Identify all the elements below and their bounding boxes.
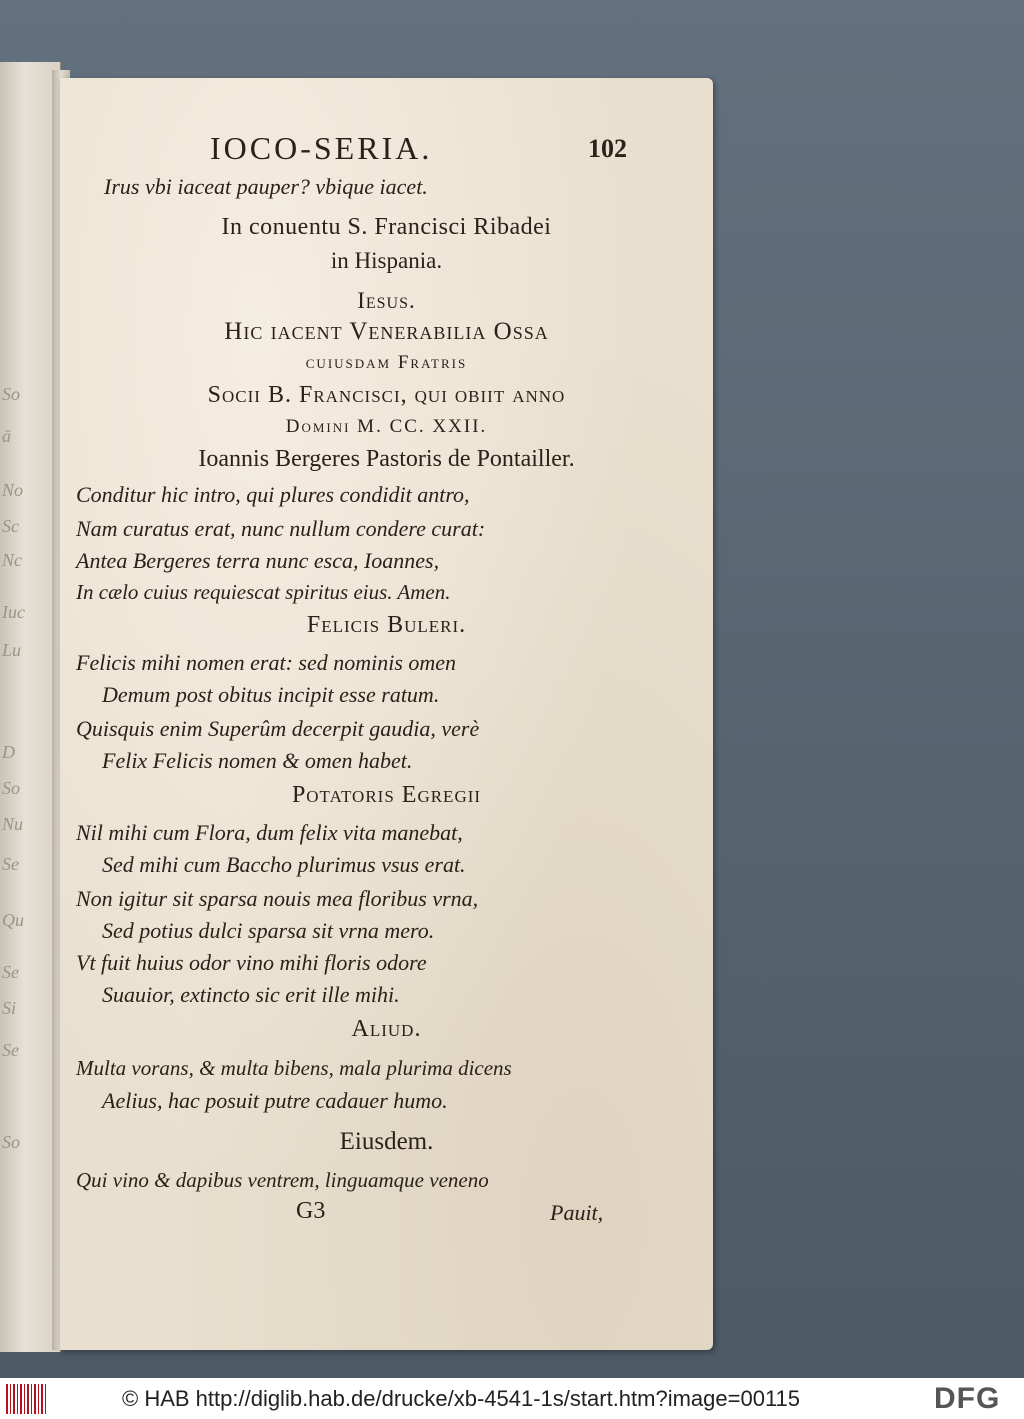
verse-line: Demum post obitus incipit esse ratum. bbox=[102, 682, 440, 707]
epitaph-line: Hic iacent Venerabilia Ossa bbox=[224, 318, 549, 345]
epitaph-heading: Eiusdem. bbox=[339, 1128, 434, 1155]
verse-line: Antea Bergeres terra nunc esca, Ioannes, bbox=[76, 548, 440, 573]
ghost-letters: Se bbox=[2, 854, 19, 874]
running-title: IOCO-SERIA. bbox=[210, 130, 433, 166]
epitaph-line: Domini M. CC. XXII. bbox=[285, 416, 488, 437]
credit-link[interactable]: © HAB http://diglib.hab.de/drucke/xb-4541-1s/start.htm?image=00115 bbox=[122, 1386, 801, 1411]
verse-line: Non igitur sit sparsa nouis mea floribus vrna, bbox=[76, 886, 479, 911]
heading-line: Ioannis Bergeres Pastoris de Pontailler. bbox=[198, 446, 575, 472]
page-number: 102 bbox=[588, 134, 627, 163]
verse-line: In cælo cuius requiescat spiritus eius. Amen. bbox=[76, 580, 451, 604]
verse-line: Vt fuit huius odor vino mihi floris odore bbox=[76, 950, 427, 975]
ghost-letters: No bbox=[2, 480, 24, 500]
ghost-letters: Se bbox=[2, 1040, 19, 1060]
verse-line: Suauior, extincto sic erit ille mihi. bbox=[102, 982, 400, 1007]
ghost-letters: So bbox=[2, 1132, 20, 1152]
verse-line: Quisquis enim Superûm decerpit gaudia, verè bbox=[76, 716, 480, 741]
ghost-letters: Lu bbox=[2, 640, 22, 660]
epitaph-heading: Felicis Buleri. bbox=[306, 612, 467, 638]
heading-line: Iesus. bbox=[357, 288, 416, 313]
ghost-letters: Si bbox=[2, 998, 17, 1018]
catchword: Pauit, bbox=[550, 1200, 604, 1225]
text-line: Irus vbi iaceat pauper? vbique iacet. bbox=[104, 174, 428, 199]
verse-line: Sed potius dulci sparsa sit vrna mero. bbox=[102, 918, 435, 943]
epitaph-line: Socii B. Francisci, qui obiit anno bbox=[207, 382, 566, 408]
verse-line: Multa vorans, & multa bibens, mala plurima dicens bbox=[76, 1056, 512, 1080]
barcode-logo-icon bbox=[6, 1384, 46, 1414]
ghost-letters: Sc bbox=[2, 516, 19, 536]
verse-line: Felicis mihi nomen erat: sed nominis omen bbox=[76, 650, 457, 675]
ghost-letters: D bbox=[2, 742, 15, 762]
ghost-letters: Qu bbox=[2, 910, 24, 930]
ghost-letters: Nc bbox=[2, 550, 22, 570]
ghost-letters: ā bbox=[2, 426, 11, 446]
credit-bar bbox=[0, 1378, 1024, 1419]
book-page bbox=[60, 78, 713, 1350]
epitaph-line: cuiusdam Fratris bbox=[305, 352, 468, 373]
signature-mark: G3 bbox=[296, 1198, 326, 1224]
ghost-letters: Se bbox=[2, 962, 19, 982]
verse-line: Sed mihi cum Baccho plurimus vsus erat. bbox=[102, 852, 466, 877]
epitaph-heading: Potatoris Egregii bbox=[291, 782, 482, 808]
verse-line: Felix Felicis nomen & omen habet. bbox=[102, 748, 413, 773]
ghost-letters: So bbox=[2, 384, 20, 404]
verse-line: Qui vino & dapibus ventrem, linguamque veneno bbox=[76, 1168, 489, 1192]
heading-line: In conuentu S. Francisci Ribadei bbox=[221, 214, 552, 240]
verse-line: Conditur hic intro, qui plures condidit antro, bbox=[76, 482, 470, 507]
verse-line: Aelius, hac posuit putre cadauer humo. bbox=[102, 1088, 448, 1113]
verse-line: Nam curatus erat, nunc nullum condere curat: bbox=[76, 516, 486, 541]
ghost-letters: Nu bbox=[2, 814, 24, 834]
heading-line: in Hispania. bbox=[330, 248, 443, 273]
dfg-logo: DFG bbox=[934, 1382, 1001, 1415]
epitaph-heading: Aliud. bbox=[351, 1016, 422, 1042]
ghost-letters: Iuc bbox=[2, 602, 25, 622]
ghost-letters: So bbox=[2, 778, 20, 798]
verse-line: Nil mihi cum Flora, dum felix vita manebat, bbox=[76, 820, 463, 845]
